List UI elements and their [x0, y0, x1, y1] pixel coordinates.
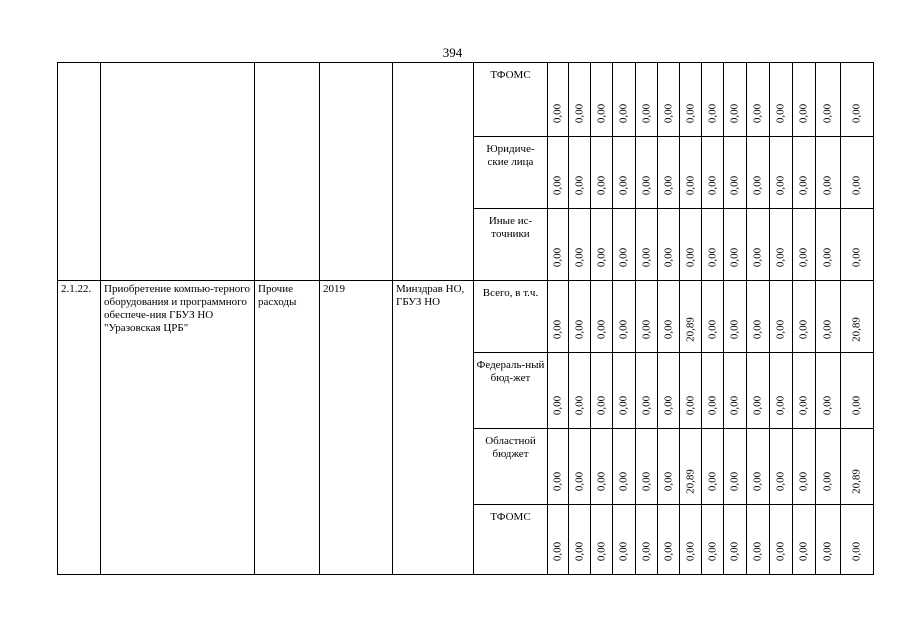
amount-cell — [702, 281, 724, 353]
name-cell — [101, 63, 255, 281]
amount-cell — [770, 281, 793, 353]
amount-cell — [591, 209, 613, 281]
amount-cell — [747, 353, 770, 429]
amount-cell — [591, 281, 613, 353]
amount-value: 0,00 — [662, 319, 674, 340]
amount-value: 0,00 — [573, 247, 585, 268]
amount-value: 0,00 — [617, 395, 630, 416]
amount-value: 0,00 — [706, 247, 718, 268]
amount-value: 0,00 — [706, 471, 718, 492]
amount-value: 0,00 — [573, 395, 585, 416]
amount-value: 0,00 — [706, 103, 718, 124]
amount-cell — [816, 281, 841, 353]
year: 2019 — [320, 281, 393, 575]
amount-value: 0,00 — [595, 471, 607, 492]
amount-value: 0,00 — [728, 247, 741, 268]
amount-cell — [841, 505, 874, 575]
amount-cell — [702, 209, 724, 281]
amount-value: 0,00 — [617, 541, 630, 562]
amount-cell — [613, 505, 636, 575]
amount-value: 0,00 — [774, 247, 787, 268]
amount-value: 0,00 — [797, 175, 810, 196]
amount-value: 0,00 — [551, 247, 564, 268]
amount-value: 0,00 — [684, 541, 696, 562]
amount-value: 0,00 — [728, 471, 741, 492]
amount-value: 20,89 — [850, 317, 863, 342]
amount-cell — [841, 137, 874, 209]
amount-cell — [569, 63, 591, 137]
amount-cell — [680, 281, 702, 353]
amount-cell — [793, 505, 816, 575]
amount-cell — [724, 505, 747, 575]
amount-value: 0,00 — [706, 319, 718, 340]
amount-cell — [680, 353, 702, 429]
amount-value: 0,00 — [751, 103, 764, 124]
amount-value: 20,89 — [684, 469, 696, 494]
amount-value: 0,00 — [774, 175, 787, 196]
executor-cell — [393, 63, 474, 281]
amount-cell — [702, 505, 724, 575]
amount-value: 0,00 — [573, 471, 585, 492]
amount-cell — [747, 137, 770, 209]
amount-value: 0,00 — [850, 103, 863, 124]
amount-cell — [548, 137, 569, 209]
amount-cell — [793, 209, 816, 281]
amount-value: 0,00 — [662, 471, 674, 492]
amount-cell — [569, 137, 591, 209]
amount-value: 0,00 — [662, 395, 674, 416]
amount-cell — [548, 281, 569, 353]
amount-cell — [724, 137, 747, 209]
amount-cell — [724, 63, 747, 137]
amount-value: 0,00 — [640, 471, 652, 492]
amount-cell — [816, 137, 841, 209]
amount-cell — [548, 353, 569, 429]
amount-cell — [793, 281, 816, 353]
amount-value: 0,00 — [551, 395, 564, 416]
amount-value: 0,00 — [751, 395, 764, 416]
amount-cell — [569, 429, 591, 505]
number-cell — [58, 63, 101, 281]
amount-value: 0,00 — [821, 471, 834, 492]
amount-cell — [770, 429, 793, 505]
amount-value: 0,00 — [662, 247, 674, 268]
amount-cell — [591, 429, 613, 505]
amount-value: 0,00 — [728, 395, 741, 416]
amount-cell — [636, 353, 658, 429]
amount-value: 0,00 — [774, 395, 787, 416]
amount-value: 0,00 — [551, 319, 564, 340]
amount-cell — [658, 209, 680, 281]
table-row — [58, 281, 874, 353]
amount-cell — [724, 209, 747, 281]
amount-cell — [702, 429, 724, 505]
amount-value: 0,00 — [821, 395, 834, 416]
amount-value: 0,00 — [774, 471, 787, 492]
amount-cell — [747, 63, 770, 137]
funding-source: Областной бюджет — [474, 429, 548, 505]
amount-cell — [841, 429, 874, 505]
amount-cell — [591, 63, 613, 137]
amount-value: 0,00 — [797, 471, 810, 492]
amount-cell — [793, 429, 816, 505]
amount-value: 0,00 — [573, 319, 585, 340]
amount-cell — [569, 281, 591, 353]
amount-value: 0,00 — [797, 103, 810, 124]
amount-cell — [747, 505, 770, 575]
amount-value: 0,00 — [751, 247, 764, 268]
funding-source: ТФОМС — [474, 63, 548, 137]
amount-cell — [658, 281, 680, 353]
amount-value: 0,00 — [640, 175, 652, 196]
amount-cell — [680, 63, 702, 137]
amount-value: 0,00 — [797, 319, 810, 340]
amount-value: 0,00 — [617, 175, 630, 196]
amount-value: 0,00 — [850, 395, 863, 416]
amount-cell — [658, 63, 680, 137]
amount-value: 0,00 — [797, 395, 810, 416]
amount-cell — [747, 209, 770, 281]
amount-cell — [636, 137, 658, 209]
expense-type-cell — [255, 63, 320, 281]
amount-value: 0,00 — [573, 175, 585, 196]
amount-value: 0,00 — [706, 395, 718, 416]
amount-cell — [636, 209, 658, 281]
amount-value: 0,00 — [850, 247, 863, 268]
budget-table — [57, 62, 874, 575]
amount-value: 0,00 — [662, 175, 674, 196]
amount-value: 0,00 — [797, 247, 810, 268]
amount-cell — [841, 353, 874, 429]
amount-cell — [548, 63, 569, 137]
amount-cell — [793, 63, 816, 137]
amount-cell — [841, 281, 874, 353]
amount-cell — [816, 63, 841, 137]
amount-value: 0,00 — [662, 103, 674, 124]
amount-cell — [569, 353, 591, 429]
amount-value: 0,00 — [573, 541, 585, 562]
amount-cell — [841, 209, 874, 281]
amount-cell — [548, 429, 569, 505]
amount-value: 0,00 — [595, 319, 607, 340]
amount-cell — [724, 429, 747, 505]
amount-value: 0,00 — [640, 541, 652, 562]
amount-value: 0,00 — [850, 175, 863, 196]
amount-cell — [816, 505, 841, 575]
amount-value: 0,00 — [551, 175, 564, 196]
amount-value: 0,00 — [640, 319, 652, 340]
amount-value: 0,00 — [774, 541, 787, 562]
amount-cell — [770, 505, 793, 575]
amount-cell — [658, 505, 680, 575]
amount-value: 0,00 — [595, 395, 607, 416]
expense-type: Прочие расходы — [255, 281, 320, 575]
amount-cell — [680, 429, 702, 505]
amount-value: 0,00 — [821, 103, 834, 124]
funding-source: Федераль-ный бюд-жет — [474, 353, 548, 429]
amount-cell — [770, 63, 793, 137]
amount-value: 0,00 — [684, 247, 696, 268]
amount-value: 0,00 — [662, 541, 674, 562]
amount-cell — [816, 209, 841, 281]
amount-cell — [613, 281, 636, 353]
funding-source: ТФОМС — [474, 505, 548, 575]
amount-cell — [793, 137, 816, 209]
amount-value: 0,00 — [595, 175, 607, 196]
amount-cell — [770, 209, 793, 281]
amount-value: 0,00 — [551, 541, 564, 562]
amount-cell — [816, 429, 841, 505]
amount-value: 0,00 — [821, 541, 834, 562]
amount-value: 0,00 — [728, 175, 741, 196]
amount-value: 0,00 — [774, 319, 787, 340]
amount-value: 0,00 — [595, 103, 607, 124]
amount-cell — [613, 429, 636, 505]
amount-value: 0,00 — [551, 103, 564, 124]
amount-cell — [548, 505, 569, 575]
amount-value: 0,00 — [706, 175, 718, 196]
amount-cell — [658, 137, 680, 209]
amount-value: 0,00 — [595, 247, 607, 268]
amount-cell — [613, 137, 636, 209]
amount-value: 0,00 — [617, 247, 630, 268]
item-number: 2.1.22. — [58, 281, 101, 575]
amount-cell — [841, 63, 874, 137]
amount-cell — [702, 63, 724, 137]
amount-value: 20,89 — [684, 317, 696, 342]
funding-source: Всего, в т.ч. — [474, 281, 548, 353]
page-number: 394 — [442, 45, 463, 60]
amount-cell — [816, 353, 841, 429]
amount-cell — [680, 209, 702, 281]
amount-cell — [747, 429, 770, 505]
amount-value: 0,00 — [728, 541, 741, 562]
amount-cell — [591, 353, 613, 429]
amount-value: 0,00 — [706, 541, 718, 562]
amount-value: 0,00 — [728, 103, 741, 124]
amount-value: 0,00 — [684, 175, 696, 196]
amount-cell — [680, 505, 702, 575]
amount-value: 0,00 — [821, 319, 834, 340]
amount-value: 0,00 — [774, 103, 787, 124]
amount-cell — [569, 209, 591, 281]
amount-value: 0,00 — [551, 471, 564, 492]
amount-value: 0,00 — [797, 541, 810, 562]
amount-value: 0,00 — [573, 103, 585, 124]
amount-value: 0,00 — [595, 541, 607, 562]
amount-cell — [724, 353, 747, 429]
year-cell — [320, 63, 393, 281]
amount-value: 0,00 — [850, 541, 863, 562]
amount-value: 20,89 — [850, 469, 863, 494]
amount-cell — [658, 353, 680, 429]
amount-cell — [613, 63, 636, 137]
amount-value: 0,00 — [640, 395, 652, 416]
amount-cell — [770, 353, 793, 429]
amount-cell — [747, 281, 770, 353]
amount-value: 0,00 — [617, 103, 630, 124]
amount-cell — [770, 137, 793, 209]
amount-value: 0,00 — [751, 319, 764, 340]
amount-cell — [702, 137, 724, 209]
amount-value: 0,00 — [684, 395, 696, 416]
amount-cell — [636, 429, 658, 505]
amount-cell — [591, 505, 613, 575]
amount-cell — [613, 353, 636, 429]
amount-value: 0,00 — [751, 541, 764, 562]
table-row — [58, 63, 874, 137]
amount-value: 0,00 — [684, 103, 696, 124]
amount-value: 0,00 — [821, 175, 834, 196]
amount-value: 0,00 — [617, 471, 630, 492]
amount-cell — [680, 137, 702, 209]
amount-cell — [591, 137, 613, 209]
amount-cell — [636, 505, 658, 575]
amount-cell — [636, 281, 658, 353]
amount-value: 0,00 — [640, 247, 652, 268]
amount-cell — [548, 209, 569, 281]
amount-cell — [702, 353, 724, 429]
executor: Минздрав НО, ГБУЗ НО — [393, 281, 474, 575]
funding-source: Иные ис-точники — [474, 209, 548, 281]
amount-cell — [724, 281, 747, 353]
amount-value: 0,00 — [821, 247, 834, 268]
amount-value: 0,00 — [751, 471, 764, 492]
amount-cell — [613, 209, 636, 281]
amount-cell — [658, 429, 680, 505]
amount-value: 0,00 — [728, 319, 741, 340]
amount-value: 0,00 — [640, 103, 652, 124]
funding-source: Юридиче-ские лица — [474, 137, 548, 209]
amount-value: 0,00 — [617, 319, 630, 340]
amount-cell — [569, 505, 591, 575]
item-name: Приобретение компью-терного оборудования и программного обеспече-ния ГБУЗ НО "Уразовская ЦРБ" — [101, 281, 255, 575]
amount-cell — [793, 353, 816, 429]
amount-value: 0,00 — [751, 175, 764, 196]
amount-cell — [636, 63, 658, 137]
